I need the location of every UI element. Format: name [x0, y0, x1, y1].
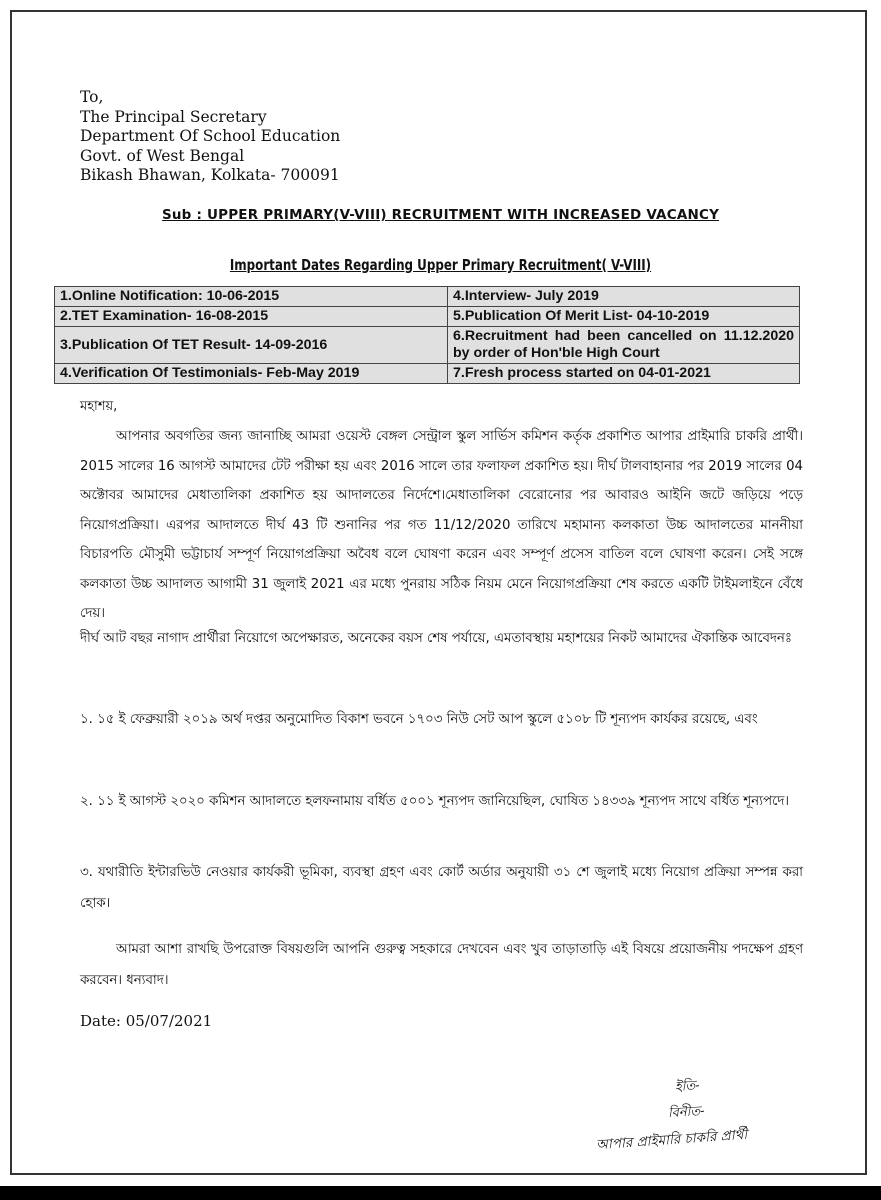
table-cell: 2.TET Examination- 16-08-2015 [55, 307, 448, 327]
salutation: মহাশয়, [80, 399, 118, 414]
list-item: ২. ১১ ই আগস্ট ২০২০ কমিশন আদালতে হলফনামায় বর্ধিত ৫০০১ শূন্যপদ জানিয়েছিল, ঘোষিত ১৪৩৩৯ শূন্যপদ সাথে বর্ধিত শূন্যপদে। [80, 794, 790, 809]
table-cell: 6.Recruitment had been cancelled on 11.12.2020 by order of Hon'ble High Court [448, 327, 800, 364]
table-row [55, 287, 800, 307]
address-line: Bikash Bhawan, Kolkata- 700091 [80, 166, 340, 184]
signature-line: আপার প্রাইমারি চাকরি প্রার্থী [595, 1126, 748, 1154]
signature-line: ইতি- [674, 1078, 701, 1095]
address-line: Govt. of West Bengal [80, 146, 245, 165]
table-cell: 3.Publication Of TET Result- 14-09-2016 [55, 327, 448, 364]
table-cell: 4.Verification Of Testimonials- Feb-May 2019 [55, 364, 448, 384]
letter-date: Date: 05/07/2021 [80, 1012, 213, 1030]
dates-heading: Important Dates Regarding Upper Primary Recruitment( V-VIII) [229, 256, 652, 274]
body-paragraph-intro: আপনার অবগতির জন্য জানাচ্ছি আমরা ওয়েস্ট বেঙ্গল সেন্ট্রাল স্কুল সার্ভিস কমিশন কর্তৃক প্রকাশিত আপার প্রাইমারি চাকরি প্রার্থী। 2015 সালের 16 আগস্ট আমাদের টেট পরীক্ষা হয় এবং 2016 সালে তার ফলাফল প্রকাশিত হয়। দীর্ঘ টালবাহানার পর 2019 সালের 04 অক্টোবর আমাদের মেধাতালিকা প্রকাশিত হয় আদালতের নির্দেশে।মেধাতালিকা বেরোনোর পর আবারও আইনি জটে জড়িয়ে পড়ে নিয়োগপ্রক্রিয়া। এরপর আদালতে দীর্ঘ 43 টি শুনানির পর গত 11/12/2020 তারিখে মহামান্য কলকাতা উচ্চ আদালতের মাননীয়া বিচারপতি মৌসুমী ভট্টাচার্য সম্পূর্ণ নিয়োগপ্রক্রিয়া অবৈধ বলে ঘোষণা করেন এবং সম্পূর্ণ প্রসেস বাতিল বলে ঘোষণা করেন। সেই সঙ্গে কলকাতা উচ্চ আদালত আগামী 31 জুলাই 2021 এর মধ্যে পুনরায় সঠিক নিয়ম মেনে নিয়োগপ্রক্রিয়া শেষ করতে একটি টাইমলাইনে বেঁধে দেয়। [80, 429, 803, 621]
list-item: ১. ১৫ ই ফেব্রুয়ারী ২০১৯ অর্থ দপ্তর অনুমোদিত বিকাশ ভবনে ১৭০৩ নিউ সেট আপ স্কুলে ৫১০৮ টি শূন্যপদ কার্যকর রয়েছে, এবং [80, 712, 758, 727]
table-cell: 4.Interview- July 2019 [448, 287, 800, 307]
signature-line: বিনীত- [667, 1103, 706, 1122]
table-row [55, 327, 800, 364]
subject-line: Sub : UPPER PRIMARY(V-VIII) RECRUITMENT WITH INCREASED VACANCY [161, 207, 720, 223]
table-row [55, 307, 800, 327]
list-item: ৩. যথারীতি ইন্টারভিউ নেওয়ার কার্যকরী ভূমিকা, ব্যবস্থা গ্রহণ এবং কোর্ট অর্ডার অনুযায়ী ৩১ শে জুলাই মধ্যে নিয়োগ প্রক্রিয়া সম্পন্ন করা হোক। [80, 865, 803, 911]
address-line: Department Of School Education [80, 127, 341, 145]
bottom-black-bar [0, 1186, 881, 1200]
address-line: The Principal Secretary [80, 107, 267, 126]
body-paragraph-appeal: দীর্ঘ আট বছর নাগাদ প্রার্থীরা নিয়োগে অপেক্ষারত, অনেকের বয়স শেষ পর্যায়ে, এমতাবস্থায় মহাশয়ের নিকট আমাদের ঐকান্তিক আবেদনঃ [80, 631, 792, 646]
table-row [55, 364, 800, 384]
table-cell: 7.Fresh process started on 04-01-2021 [448, 364, 800, 384]
body-paragraph-closing: আমরা আশা রাখছি উপরোক্ত বিষয়গুলি আপনি গুরুত্ব সহকারে দেখবেন এবং খুব তাড়াতাড়ি এই বিষয়ে প্রয়োজনীয় পদক্ষেপ গ্রহণ করবেন। ধন্যবাদ। [80, 942, 803, 988]
table-cell: 5.Publication Of Merit List- 04-10-2019 [448, 307, 800, 327]
recipient-address [80, 88, 340, 186]
important-dates-table [54, 286, 800, 384]
address-line: To, [80, 88, 104, 106]
table-cell: 1.Online Notification: 10-06-2015 [55, 287, 448, 307]
